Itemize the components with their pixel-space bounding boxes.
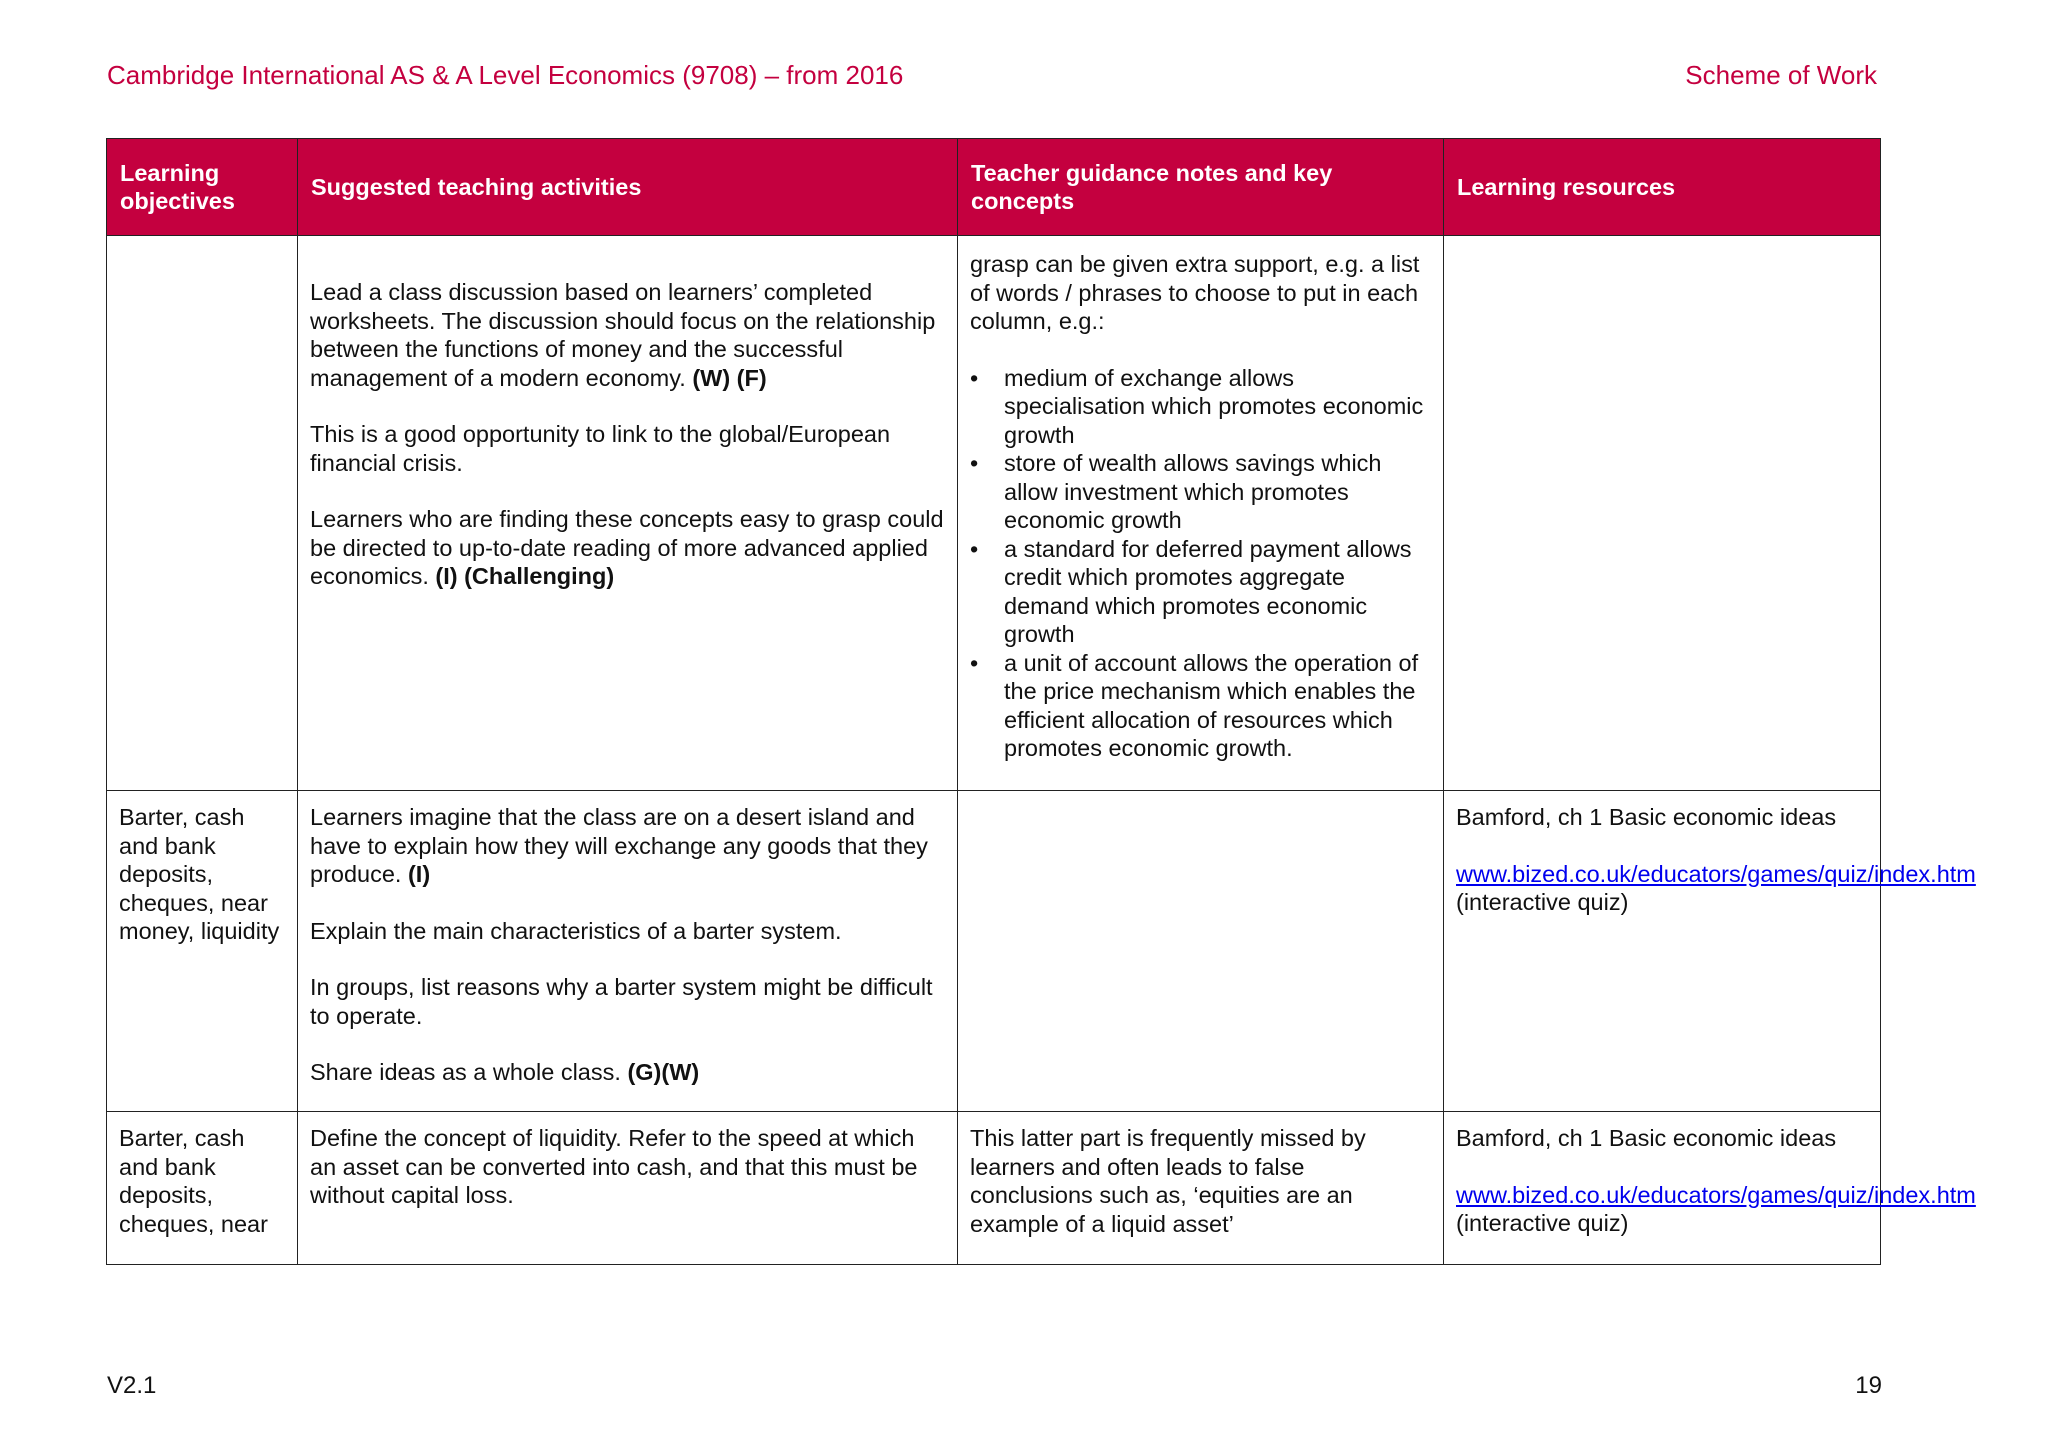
- list-item: • a unit of account allows the operation of the price mechanism which enables the efficient allocation of resources which promotes economic growth.: [1004, 649, 1431, 763]
- resource-book: Bamford, ch 1 Basic economic ideas: [1456, 1125, 1837, 1151]
- list-item: • store of wealth allows savings which allow investment which promotes economic growth: [1004, 449, 1431, 535]
- activity-paragraph: Learners imagine that the class are on a desert island and have to explain how they will exchange any goods that they produce. (I): [310, 804, 928, 887]
- guidance-cell: [958, 236, 1444, 791]
- activity-paragraph: Explain the main characteristics of a barter system.: [310, 917, 842, 944]
- activity-paragraph: In groups, list reasons why a barter system might be difficult to operate.: [310, 974, 933, 1029]
- objective-cell: Barter, cash and bank deposits, cheques, near: [107, 1112, 298, 1265]
- activities-cell: Define the concept of liquidity. Refer to the speed at which an asset can be converted into cash, and that this must be without capital loss.: [298, 1112, 958, 1265]
- document-section: Scheme of Work: [1685, 60, 1877, 90]
- objective-cell: Barter, cash and bank deposits, cheques, near money, liquidity: [107, 791, 298, 1112]
- list-item: • medium of exchange allows specialisation which promotes economic growth: [1004, 364, 1431, 450]
- resource-link-note: (interactive quiz): [1456, 889, 1629, 915]
- resource-book: Bamford, ch 1 Basic economic ideas: [1456, 804, 1837, 830]
- guidance-cell: [958, 791, 1444, 1112]
- page-header: [107, 60, 1877, 100]
- table-header-row: [107, 139, 1881, 236]
- column-header-learning-objectives: Learning objectives: [107, 139, 298, 236]
- column-header-teaching-activities: Suggested teaching activities: [298, 139, 958, 236]
- resource-link-note: (interactive quiz): [1456, 1210, 1629, 1236]
- activity-paragraph: Share ideas as a whole class. (G)(W): [310, 1059, 700, 1085]
- activity-paragraph: Lead a class discussion based on learners’ completed worksheets. The discussion should focus on the relationship between the functions of money and the successful management of a modern economy. (W) (F): [310, 279, 936, 391]
- activity-tag: (I): [407, 861, 431, 887]
- guidance-bullet-list: [970, 364, 1431, 763]
- activities-cell: [298, 791, 958, 1112]
- document-title: Cambridge International AS & A Level Economics (9708) – from 2016: [107, 60, 904, 90]
- list-item: • a standard for deferred payment allows credit which promotes aggregate demand which promotes economic growth: [1004, 535, 1431, 649]
- objective-cell: [107, 236, 298, 791]
- activity-tag: (G)(W): [627, 1059, 700, 1085]
- version-label: V2.1: [107, 1372, 157, 1399]
- resource-link-line: [1456, 860, 1976, 917]
- resources-cell: [1444, 791, 1976, 1112]
- resources-cell: [1444, 236, 1881, 791]
- guidance-cell: This latter part is frequently missed by learners and often leads to false conclusions such as, ‘equities are an example of a liquid asset’: [958, 1112, 1444, 1265]
- page-number: 19: [1855, 1372, 1882, 1399]
- resource-link-line: [1456, 1181, 1976, 1238]
- resources-cell: [1444, 1112, 1976, 1265]
- activity-tag: (I) (Challenging): [435, 563, 615, 589]
- table-row: [107, 1112, 1881, 1265]
- activity-paragraph: Learners who are finding these concepts easy to grasp could be directed to up-to-date reading of more advanced applied economics. (I) (Challenging): [310, 506, 944, 589]
- scheme-of-work-table: [106, 138, 1976, 1265]
- activities-cell: [298, 236, 958, 791]
- table-row: [107, 791, 1881, 1112]
- activity-paragraph: This is a good opportunity to link to the global/European financial crisis.: [310, 421, 891, 476]
- column-header-guidance-notes: Teacher guidance notes and key concepts: [958, 139, 1444, 236]
- resource-link[interactable]: www.bized.co.uk/educators/games/quiz/index.htm: [1456, 1181, 1976, 1208]
- table-row: [107, 236, 1881, 791]
- resource-link[interactable]: www.bized.co.uk/educators/games/quiz/index.htm: [1456, 860, 1976, 887]
- column-header-learning-resources: Learning resources: [1444, 139, 1881, 236]
- activity-tag: (W) (F): [692, 364, 767, 391]
- guidance-intro: grasp can be given extra support, e.g. a list of words / phrases to choose to put in each column, e.g.:: [970, 251, 1420, 334]
